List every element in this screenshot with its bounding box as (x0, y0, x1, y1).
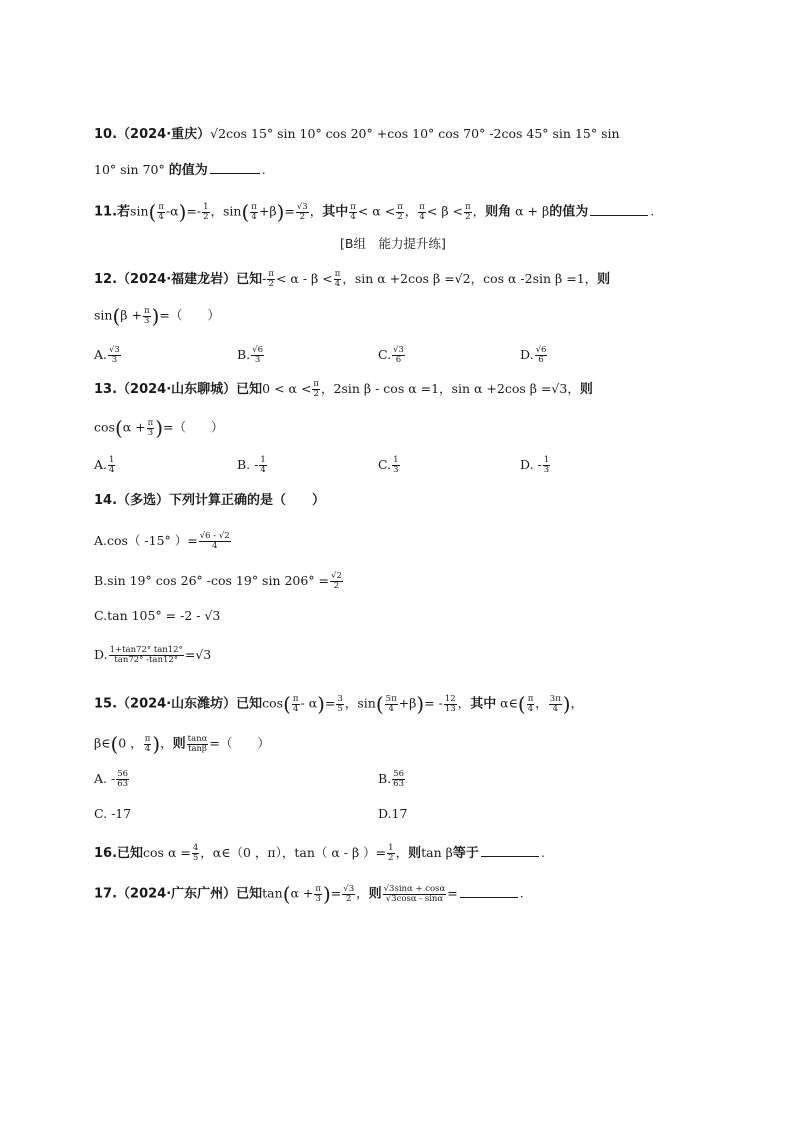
q10-text-line2: 10° sin 70° 的值为 . (94, 162, 266, 178)
question-16: 16.已知cos α = $\frac{4}{5}$ ，α∈（0 ，π），tan（ α - β ）= $\frac{1}{2}$ ，则tan β等于 . (94, 843, 545, 863)
q12-option-d[interactable]: D. $\frac{√6}{6}$ (520, 345, 547, 365)
section-b-header: [B组 能力提升练] (340, 236, 446, 251)
q13-stem-line1: 13.（2024·山东聊城）已知0 < α < $\frac{\pi}{2}$ ，2sin β - cos α =1，sin α +2cos β =√3，则 (94, 379, 593, 399)
q12-stem-line1: 12.（2024·福建龙岩）已知- $\frac{\pi}{2}$ < α - β < $\frac{\pi}{4}$ ，sin α +2cos β =√2，cos α -2sin β =1，则 (94, 269, 611, 289)
q14-option-c[interactable]: C.tan 105° = -2 - √3 (94, 608, 221, 623)
q15-option-c[interactable]: C. -17 (94, 806, 132, 821)
q12-option-c[interactable]: C. $\frac{√3}{6}$ (378, 345, 404, 365)
q15-stem-line2: β∈(0 ， $\frac{\pi}{4}$ )，则 $\frac{\tan\alpha}{\tan\beta}$ =（ ） (94, 732, 270, 756)
q13-option-b[interactable]: B. - $\frac{1}{4}$ (237, 455, 266, 475)
q10-text-line1: 10.（2024·重庆）√2cos 15° sin 10° cos 20° +cos 10° cos 70° -2cos 45° sin 15° sin (94, 126, 620, 142)
q15-stem-line1: 15.（2024·山东潍坊）已知cos( $\frac{\pi}{4}$ - α)= $\frac{3}{5}$ ，sin( $\frac{5\pi}{4}$ +β)= - $\frac{12}{13}$ ，其中 α∈( $\frac{\pi}{4}$ ， $\frac{3\pi}{4}$ )， (94, 692, 584, 716)
q12-stem-line2: sin(β + $\frac{\pi}{3}$ )=（ ） (94, 304, 220, 328)
q13-stem-line2: cos(α + $\frac{\pi}{3}$ )=（ ） (94, 416, 224, 440)
q13-option-c[interactable]: C. $\frac{1}{3}$ (378, 455, 399, 475)
q12-option-a[interactable]: A. $\frac{√3}{3}$ (94, 345, 120, 365)
q14-option-a[interactable]: A.cos（ -15° ）= $\frac{√6 - √2}{4}$ (94, 531, 230, 551)
q14-stem: 14.（多选）下列计算正确的是（ ） (94, 493, 326, 508)
q13-option-d[interactable]: D. - $\frac{1}{3}$ (520, 455, 550, 475)
q14-option-b[interactable]: B.sin 19° cos 26° -cos 19° sin 206° = $\frac{√2}{2}$ (94, 571, 342, 591)
q15-option-d[interactable]: D.17 (378, 806, 408, 821)
q15-option-b[interactable]: B. $\frac{56}{63}$ (378, 769, 404, 789)
q15-option-a[interactable]: A. - $\frac{56}{63}$ (94, 769, 129, 789)
q12-option-b[interactable]: B. $\frac{√6}{3}$ (237, 345, 263, 365)
question-17: 17.（2024·广东广州）已知tan(α + $\frac{\pi}{3}$ )= $\frac{√3}{2}$ ，则 $\frac{√3\sin\alpha + \cos\alpha}{√3\cos\alpha - \sin\alpha}$ = . (94, 882, 524, 906)
q13-option-a[interactable]: A. $\frac{1}{4}$ (94, 455, 115, 475)
question-11: 11.若sin( $\frac{\pi}{4}$ -α)=- $\frac{1}{2}$ ，sin( $\frac{\pi}{4}$ +β)= $\frac{√3}{2}$ ，其中 $\frac{\pi}{4}$ < α < $\frac{\pi}{2}$ ， $\frac{\pi}{4}$ < β < $\frac{\pi}{2}$ ，则角 α + β的值为 . (94, 200, 655, 224)
q14-option-d[interactable]: D. $\frac{1+\tan 72^\circ \tan 12^\circ}{\tan 72^\circ -\tan 12^\circ}$ =√3 (94, 645, 212, 665)
